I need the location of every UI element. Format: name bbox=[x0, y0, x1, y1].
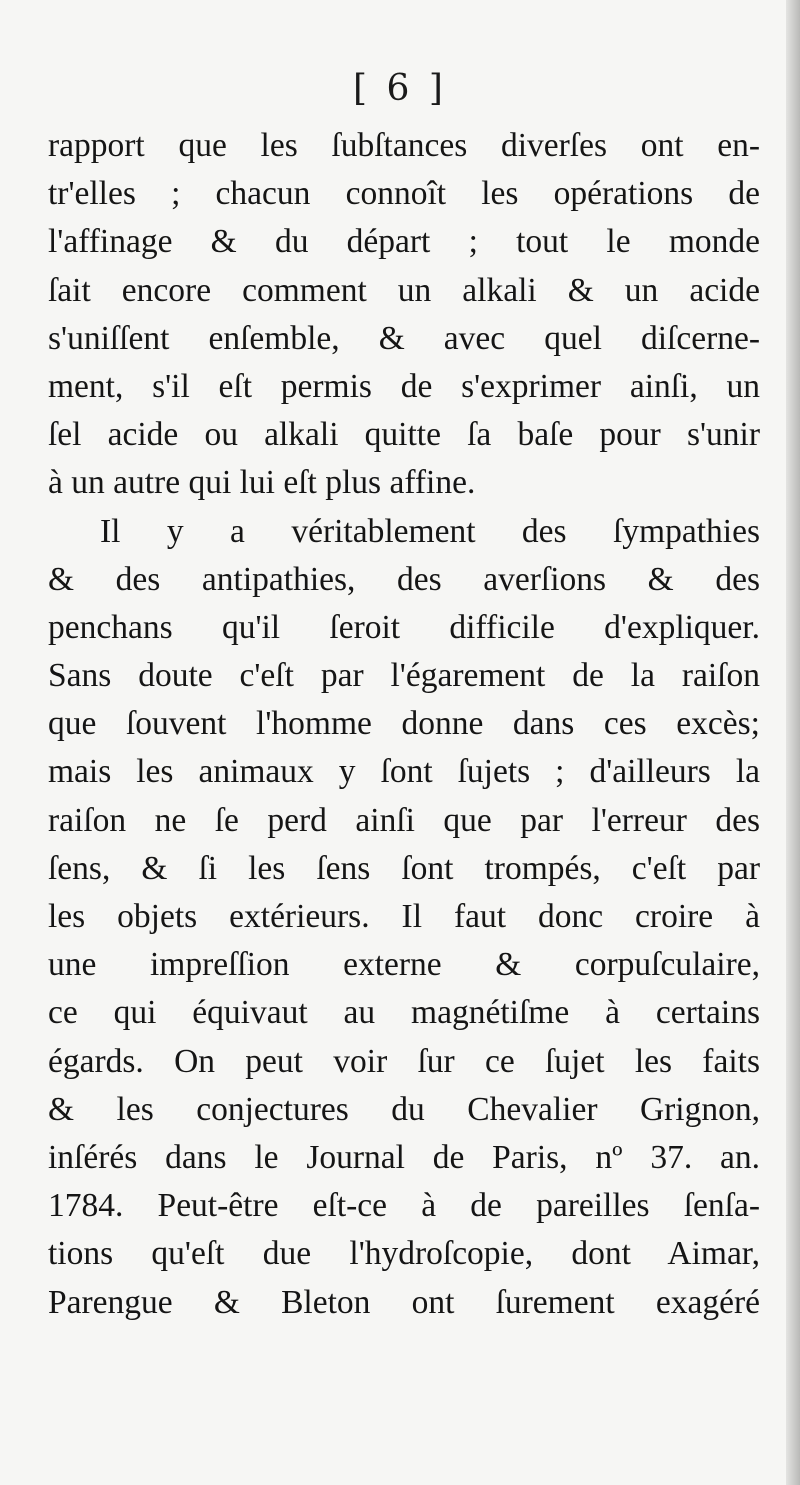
text-line: & les conjectures du Chevalier Grignon, bbox=[48, 1090, 760, 1128]
text-line: rapport que les ſubſtances diverſes ont en- bbox=[48, 127, 760, 164]
text-line: ſel acide ou alkali quitte ſa baſe pour s'unir bbox=[48, 416, 760, 454]
text-line: Il y a véritablement des ſympathies bbox=[100, 512, 760, 550]
body-text bbox=[48, 122, 760, 1327]
text-line: tr'elles ; chacun connoît les opérations de bbox=[48, 175, 760, 213]
page-number: [ 6 ] bbox=[353, 68, 447, 109]
text-line: & des antipathies, des averſions & des bbox=[48, 560, 760, 598]
text-line: s'uniſſent enſemble, & avec quel diſcerne- bbox=[48, 319, 760, 357]
text-line: égards. On peut voir ſur ce ſujet les faits bbox=[48, 1042, 760, 1080]
text-line: Sans doute c'eſt par l'égarement de la raiſon bbox=[48, 657, 760, 695]
page-edge-shadow bbox=[786, 0, 800, 1485]
text-line: une impreſſion externe & corpuſculaire, bbox=[48, 946, 760, 984]
text-line: ce qui équivaut au magnétiſme à certains bbox=[48, 994, 760, 1032]
text-line: raiſon ne ſe perd ainſi que par l'erreur des bbox=[48, 801, 760, 839]
text-line: tions qu'eſt due l'hydroſcopie, dont Aimar, bbox=[48, 1235, 760, 1273]
text-line: mais les animaux y ſont ſujets ; d'ailleurs la bbox=[48, 753, 760, 791]
text-line: que ſouvent l'homme donne dans ces excès; bbox=[48, 705, 760, 743]
text-line: l'affinage & du départ ; tout le monde bbox=[48, 223, 760, 261]
text-line: ment, s'il eſt permis de s'exprimer ainſi, un bbox=[48, 367, 760, 405]
text-line: les objets extérieurs. Il faut donc croire à bbox=[48, 898, 760, 935]
text-line: ſait encore comment un alkali & un acide bbox=[48, 271, 760, 309]
text-line: inſérés dans le Journal de Paris, nº 37. an. bbox=[48, 1138, 760, 1176]
text-line: 1784. Peut-être eſt-ce à de pareilles ſenſa- bbox=[48, 1187, 760, 1225]
text-line: penchans qu'il ſeroit difficile d'expliquer. bbox=[48, 608, 760, 646]
text-line: à un autre qui lui eſt plus affine. bbox=[48, 464, 476, 502]
text-line: ſens, & ſi les ſens ſont trompés, c'eſt par bbox=[48, 849, 760, 887]
text-line: Parengue & Bleton ont ſurement exagéré bbox=[48, 1283, 760, 1321]
